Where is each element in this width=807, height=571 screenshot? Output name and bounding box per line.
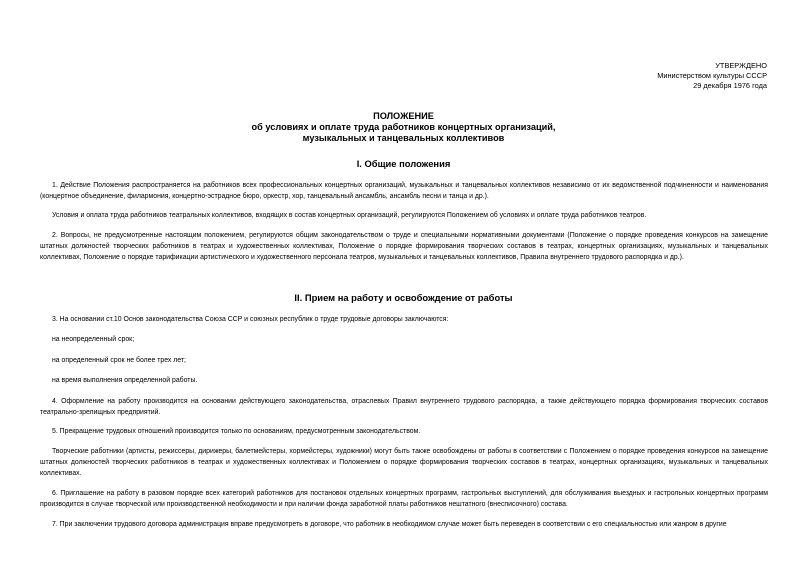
section-1-paragraph-1: 1. Действие Положения распространяется на работников всех профессиональных концертных организаций, музыкальных и танцевальных коллективов независимо от их ведомственной подчиненности и наименования (концертное объединение, филармония, концертно-эстрадное бюро, оркестр, хор, танцевальный ансамбль, ансамбль песни и танца и др.). [40, 182, 768, 200]
document-title [0, 111, 807, 144]
section-1-heading: I. Общие положения [356, 158, 451, 169]
section-2-paragraph-8: 6. Приглашение на работу в разовом порядке всех категорий работников для постановок отдельных концертных программ, гастрольных выступлений, для обслуживания выездных и гастрольных концертных программ производится в случае творческой или производственной необходимости и при наличии фонда заработной платы работников нештатного (внесписочного) состава. [40, 490, 768, 508]
title-line-1: ПОЛОЖЕНИЕ [373, 111, 434, 121]
section-2-paragraph-4: на время выполнения определенной работы. [52, 377, 198, 384]
section-2-paragraph-1: 3. На основании ст.10 Основ законодательства Союза ССР и союзных республик о труде трудовые договоры заключаются: [52, 316, 449, 323]
approval-line-2: Министерством культуры СССР [657, 71, 767, 80]
title-line-2: об условиях и оплате труда работников концертных организаций, [251, 122, 556, 132]
section-2-paragraph-9: 7. При заключении трудового договора администрация вправе предусмотреть в договоре, что работник в необходимом случае может быть переведен в соответствии с его специальностью или жанром в другие [52, 521, 727, 528]
section-2-paragraph-3: на определенный срок не более трех лет; [52, 357, 186, 364]
section-2-paragraph-5: 4. Оформление на работу производится на основании действующего законодательства, отраслевых Правил внутреннего трудового распорядка, а также действующего порядка формирования творческих составов театрально-зрелищных предприятий. [40, 398, 768, 416]
section-1-paragraph-2: Условия и оплата труда работников театральных коллективов, входящих в состав концертных организаций, регулируются Положением об условиях и оплате труда работников театров. [52, 212, 647, 219]
section-2-paragraph-6: 5. Прекращение трудовых отношений производится только по основаниям, предусмотренным законодательством. [52, 428, 421, 435]
approval-stamp [657, 61, 767, 91]
approval-line-3: 29 декабря 1976 года [693, 81, 767, 90]
section-1-paragraph-3: 2. Вопросы, не предусмотренные настоящим положением, регулируются общим законодательством о труде и специальными нормативными документами (Положение о порядке проведения конкурсов на замещение штатных должностей творческих работников в театрах и художественных коллективах, Положение о порядке формирования творческих составов в театрах, концертных организациях, музыкальных и танцевальных коллективах, Положение о порядке тарификации артистического и художественного персонала театров, музыкальных и танцевальных коллективов, Правила внутреннего трудового распорядка и др.). [40, 232, 768, 261]
section-2-paragraph-7: Творческие работники (артисты, режиссеры, дирижеры, балетмейстеры, хормейстеры, художники) могут быть также освобождены от работы в соответствии с Положением о порядке проведения конкурсов на замещение штатных должностей творческих работников в театрах и художественных коллективах и Положением о порядке формирования творческих составов в театрах, концертных организациях, музыкальных и танцевальных коллективах. [40, 448, 768, 477]
section-2-heading: II. Прием на работу и освобождение от работы [294, 292, 513, 303]
approval-line-1: УТВЕРЖДЕНО [715, 61, 767, 70]
section-2-paragraph-2: на неопределенный срок; [52, 336, 135, 343]
title-line-3: музыкальных и танцевальных коллективов [302, 133, 505, 143]
